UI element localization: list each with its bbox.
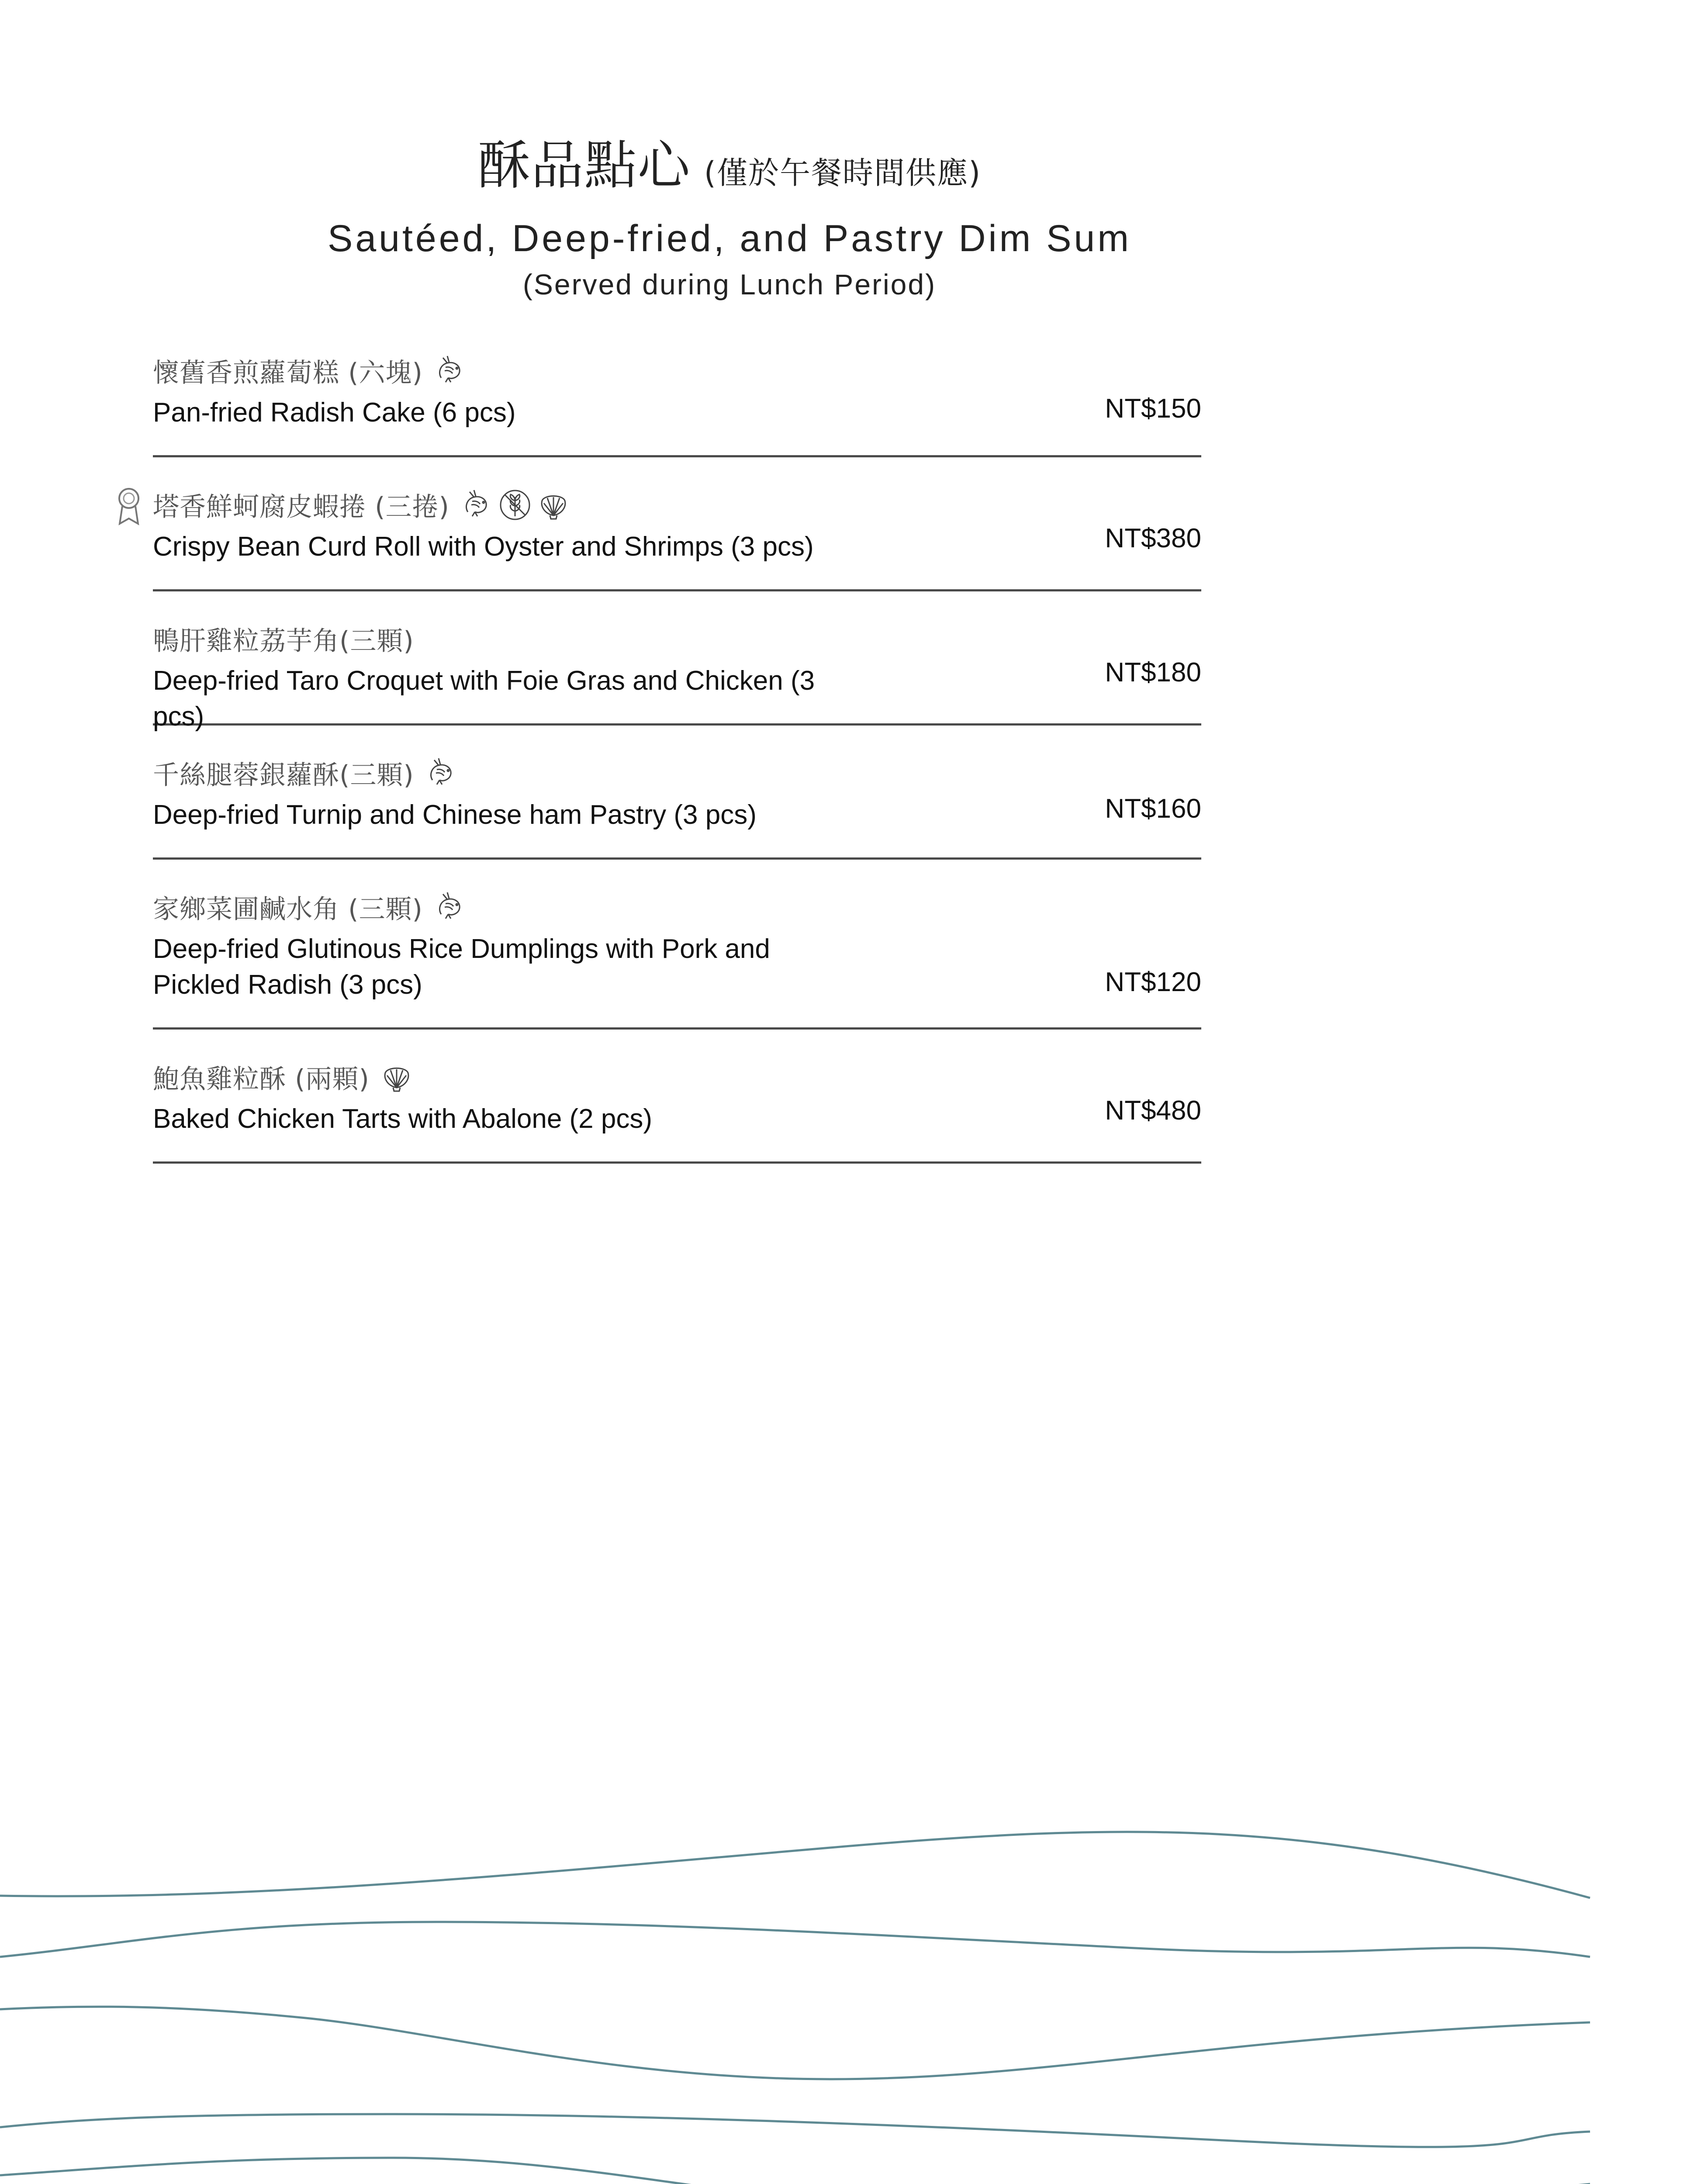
title-zh-text: 酥品點心 [477,135,691,196]
item-price: NT$120 [1105,967,1201,997]
menu-list [153,341,1201,1181]
shellfish-icon [379,1060,414,1095]
menu-header [0,131,1459,304]
item-name-zh: 懷舊香煎蘿蔔糕 (六塊) [153,358,423,388]
menu-item [153,341,1201,457]
item-zh-row [153,615,1201,663]
menu-item [153,743,1201,860]
menu-item [153,609,1201,732]
item-price: NT$380 [1105,523,1201,553]
wheat-icon [498,487,532,522]
title-zh-note: (僅於午餐時間供應) [704,155,982,191]
menu-item [153,877,1201,1030]
item-name-zh: 家鄉菜圃鹹水角 (三顆) [153,894,423,925]
item-name-en: Deep-fried Glutinous Rice Dumplings with Pork and Pickled Radish (3 pcs) [153,934,770,1000]
allergen-icons [432,890,467,925]
item-price: NT$180 [1105,657,1201,688]
wave-line [0,2007,1590,2079]
allergen-icons [459,487,571,522]
shellfish-icon [536,487,571,522]
item-price: NT$150 [1105,394,1201,424]
wave-line [0,1832,1590,1898]
award-ribbon-icon [114,486,144,525]
item-name-zh: 鴨肝雞粒荔芋角(三顆) [153,626,414,657]
shrimp-icon [432,890,467,925]
item-name-zh: 千絲腿蓉銀蘿酥(三顆) [153,760,414,791]
item-zh-row [153,749,1201,797]
allergen-icons [432,353,467,388]
decorative-waves [0,1791,1701,2184]
item-price: NT$160 [1105,794,1201,824]
allergen-icons [379,1060,414,1095]
menu-item [153,1047,1201,1164]
item-name-en: Crispy Bean Curd Roll with Oyster and Shrimps (3 pcs) [153,532,814,562]
allergen-icons [424,756,459,791]
page-subtitle-en: (Served during Lunch Period) [522,268,937,301]
wave-line [0,1922,1590,1957]
item-zh-row [153,481,1201,529]
item-name-zh: 鮑魚雞粒酥 (兩顆) [153,1064,370,1095]
menu-item [153,475,1201,591]
shrimp-icon [459,487,494,522]
item-price: NT$480 [1105,1095,1201,1126]
item-name-en: Pan-fried Radish Cake (6 pcs) [153,397,516,428]
item-zh-row [153,1053,1201,1101]
item-name-en: Deep-fried Taro Croquet with Foie Gras and Chicken (3 pcs) [153,666,815,732]
wave-line [0,2114,1590,2147]
item-name-en: Deep-fried Turnip and Chinese ham Pastry (3 pcs) [153,800,757,830]
item-name-en: Baked Chicken Tarts with Abalone (2 pcs) [153,1104,653,1134]
item-zh-row [153,883,1201,931]
shrimp-icon [432,353,467,388]
item-zh-row [153,347,1201,395]
shrimp-icon [424,756,459,791]
page-title-zh [0,131,1459,208]
item-name-zh: 塔香鮮蚵腐皮蝦捲 (三捲) [153,492,449,522]
wave-line [0,2158,1590,2184]
page-title-en: Sautéed, Deep-fried, and Pastry Dim Sum [327,218,1132,259]
